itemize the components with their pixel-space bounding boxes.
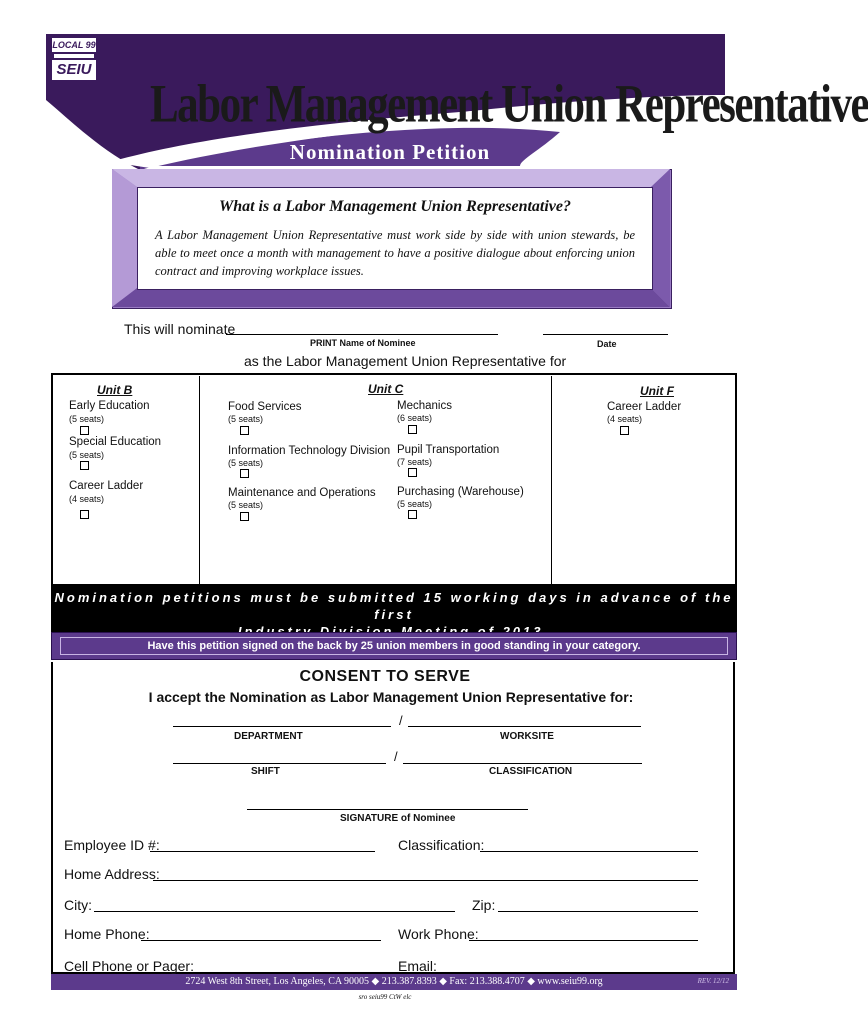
unit-c-item-label: Purchasing (Warehouse)	[397, 486, 524, 498]
employee-id-field[interactable]	[150, 851, 375, 852]
zip-field[interactable]	[498, 911, 698, 912]
page-subtitle: Nomination Petition	[289, 140, 491, 164]
unit-b-title: Unit B	[97, 383, 133, 397]
department-caption: DEPARTMENT	[234, 731, 303, 742]
logo-local: LOCAL 99	[52, 40, 96, 50]
consent-title: CONSENT TO SERVE	[299, 668, 471, 685]
divider	[551, 376, 552, 585]
work-phone-field[interactable]	[469, 940, 698, 941]
signature-line[interactable]	[247, 809, 528, 810]
deadline-band	[51, 584, 737, 632]
unit-b-item-label: Early Education	[69, 400, 150, 412]
unit-b-item-label: Special Education	[69, 436, 162, 448]
unit-c-item-seats: (6 seats)	[397, 413, 433, 423]
union-credit: sro seiu99 CtW elc	[358, 993, 412, 1001]
checkbox-unit-b-early-education[interactable]	[80, 426, 89, 435]
unit-c-item-seats: (5 seats)	[397, 499, 433, 509]
employee-id-label: Employee ID #:	[64, 837, 160, 853]
classification-caption: CLASSIFICATION	[489, 766, 573, 777]
unit-f-item-seats: (4 seats)	[607, 414, 643, 424]
home-address-field[interactable]	[153, 880, 698, 881]
info-question: What is a Labor Management Union Representative?	[218, 198, 572, 215]
checkbox-unit-c-pupil-transportation[interactable]	[408, 468, 417, 477]
deadline-line-1: Nomination petitions must be submitted 15 working days in advance of the first	[54, 590, 734, 622]
unit-c-item-label: Information Technology Division	[228, 445, 391, 457]
signature-notice-band	[51, 632, 737, 660]
cell-phone-field[interactable]	[180, 972, 381, 973]
classification-line[interactable]	[403, 763, 642, 764]
cell-phone-label: Cell Phone or Pager:	[64, 958, 194, 974]
unit-c-item-label: Pupil Transportation	[397, 444, 500, 456]
unit-b-item-seats: (5 seats)	[69, 414, 105, 424]
info-text: A Labor Management Union Representative must work side by side with union stewards, be able to meet once a month with management to have a positive dialogue about enforcing union contract and improving workplace issues.	[155, 228, 635, 278]
date-caption: Date	[597, 339, 617, 349]
unit-f-title: Unit F	[640, 384, 674, 398]
email-field[interactable]	[432, 972, 698, 973]
email-label: Email:	[398, 958, 437, 974]
worksite-line[interactable]	[408, 726, 641, 727]
unit-c-item-label: Maintenance and Operations	[228, 487, 376, 499]
checkbox-unit-f-career-ladder[interactable]	[620, 426, 629, 435]
city-field[interactable]	[94, 911, 455, 912]
unit-c-item-label: Food Services	[228, 401, 302, 413]
classification-label: Classification:	[398, 837, 485, 853]
home-phone-label: Home Phone:	[64, 926, 150, 942]
unit-c-item-seats: (7 seats)	[397, 457, 433, 467]
checkbox-unit-c-purchasing[interactable]	[408, 510, 417, 519]
home-address-label: Home Address:	[64, 866, 160, 882]
unit-f-item-label: Career Ladder	[607, 401, 682, 413]
logo-seiu: SEIU	[52, 60, 96, 80]
nominate-prefix: This will nominate	[124, 321, 236, 337]
footer-address: 2724 West 8th Street, Los Angeles, CA 90005 ◆ 213.387.8393 ◆ Fax: 213.388.4707 ◆ www.seiu99.org	[185, 976, 603, 987]
unit-b-item-seats: (4 seats)	[69, 494, 105, 504]
zip-label: Zip:	[472, 897, 496, 913]
home-phone-field[interactable]	[141, 940, 381, 941]
consent-statement: I accept the Nomination as Labor Management Union Representative for:	[148, 689, 634, 705]
signature-caption: SIGNATURE of Nominee	[340, 813, 456, 824]
page-title: Labor Management Union Representative	[150, 75, 868, 134]
unit-c-item-seats: (5 seats)	[228, 500, 264, 510]
unit-c-item-label: Mechanics	[397, 400, 452, 412]
checkbox-unit-c-food-services[interactable]	[240, 426, 249, 435]
signature-notice: Have this petition signed on the back by 25 union members in good standing in your category.	[147, 640, 641, 652]
seiu-logo	[52, 38, 96, 84]
unit-c-item-seats: (5 seats)	[228, 458, 264, 468]
info-box	[137, 187, 653, 290]
work-phone-label: Work Phone:	[398, 926, 479, 942]
shift-caption: SHIFT	[251, 766, 280, 777]
date-line[interactable]	[543, 334, 668, 335]
classification-field[interactable]	[480, 851, 698, 852]
department-line[interactable]	[173, 726, 391, 727]
checkbox-unit-c-information-technology[interactable]	[240, 469, 249, 478]
nominate-suffix: as the Labor Management Union Representative for	[244, 353, 567, 369]
unit-b-item-label: Career Ladder	[69, 480, 144, 492]
footer-band	[51, 974, 737, 990]
revision-label: REV. 12/12	[697, 977, 729, 985]
nominee-name-line[interactable]	[226, 334, 498, 335]
divider	[199, 376, 200, 585]
separator: /	[394, 749, 398, 764]
checkbox-unit-b-special-education[interactable]	[80, 461, 89, 470]
unit-c-item-seats: (5 seats)	[228, 414, 264, 424]
separator: /	[399, 713, 403, 728]
checkbox-unit-b-career-ladder[interactable]	[80, 510, 89, 519]
unit-c-title: Unit C	[368, 382, 404, 396]
city-label: City:	[64, 897, 92, 913]
checkbox-unit-c-maintenance-operations[interactable]	[240, 512, 249, 521]
unit-b-item-seats: (5 seats)	[69, 450, 105, 460]
shift-line[interactable]	[173, 763, 386, 764]
nominee-name-caption: PRINT Name of Nominee	[310, 338, 416, 348]
worksite-caption: WORKSITE	[500, 731, 554, 742]
checkbox-unit-c-mechanics[interactable]	[408, 425, 417, 434]
